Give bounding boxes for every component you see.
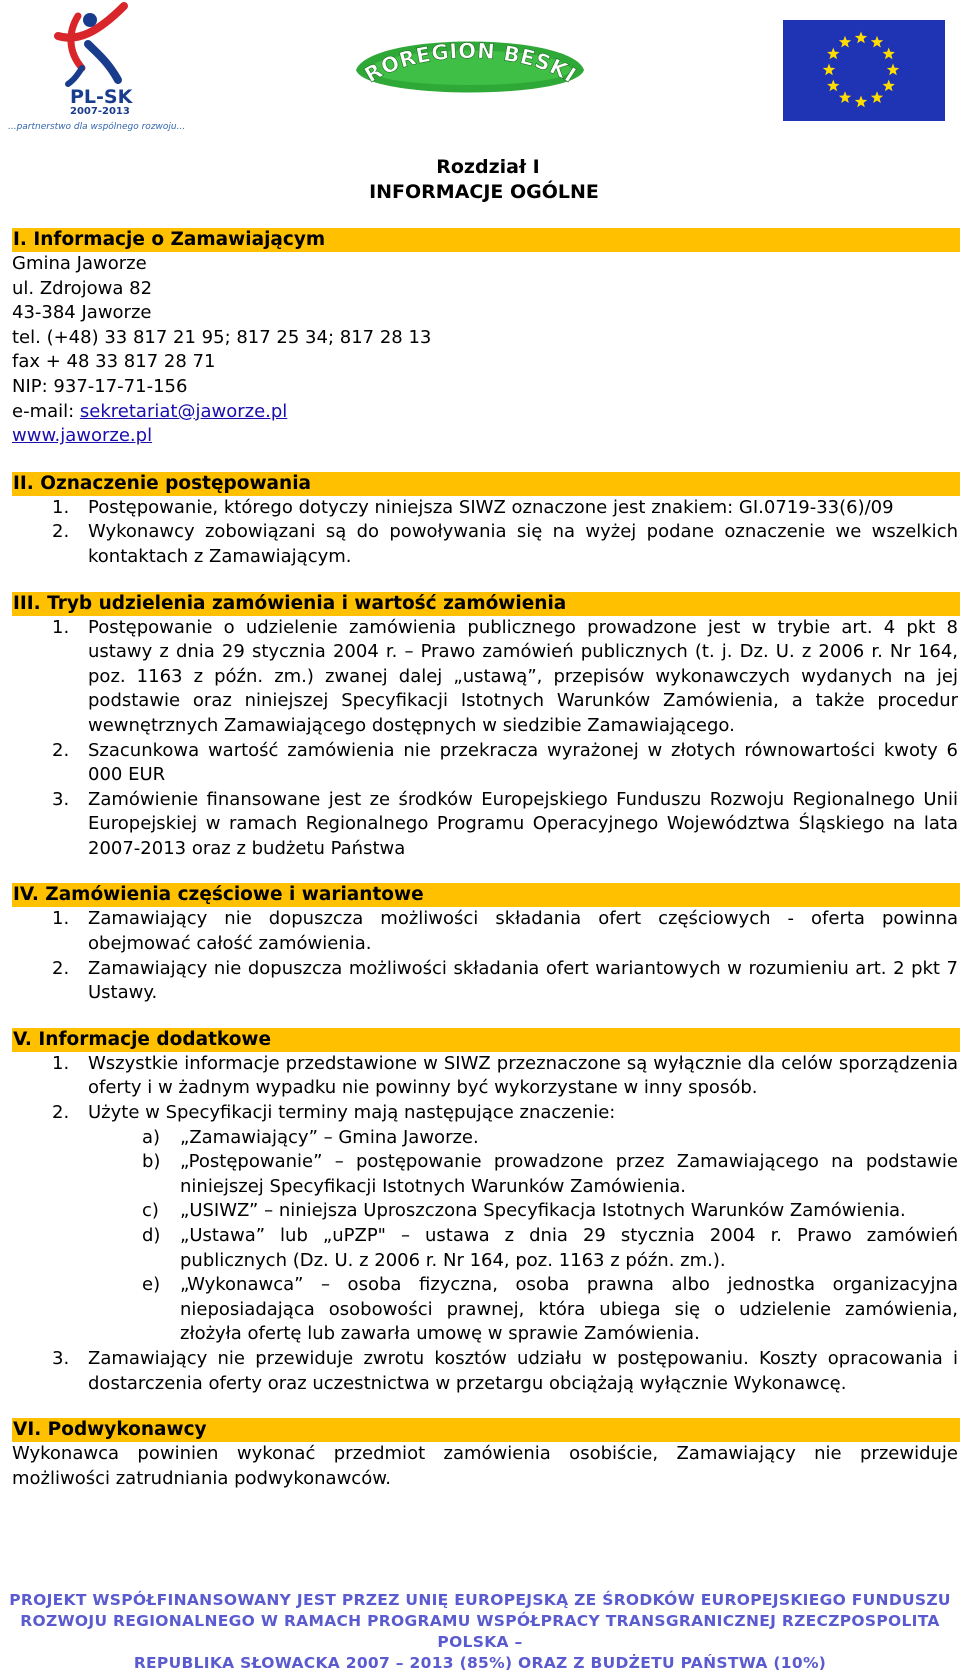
section-5-item: 1. Wszystkie informacje przedstawione w SIWZ przeznaczone są wyłącznie dla celów sporządzenia oferty i w żadnym wypadku nie powinny być wykorzystane w inny sposób. bbox=[52, 1052, 958, 1099]
chapter-number: Rozdział I bbox=[436, 156, 540, 178]
section-5-item: 2. Użyte w Specyfikacji terminy mają następujące znaczenie: bbox=[52, 1102, 616, 1124]
plsk-years: 2007-2013 bbox=[70, 106, 130, 117]
document-body bbox=[12, 228, 960, 1491]
website-link[interactable]: www.jaworze.pl bbox=[12, 425, 153, 447]
eu-star-icon bbox=[883, 80, 895, 92]
contractor-street: ul. Zdrojowa 82 bbox=[12, 277, 153, 299]
eu-star-icon bbox=[871, 36, 883, 48]
eu-star-icon bbox=[883, 48, 895, 60]
eu-flag-logo bbox=[783, 20, 945, 121]
definition-item: d) „Ustawa” lub „uPZP" – ustawa z dnia 29 stycznia 2004 r. Prawo zamówień publicznych (Dz. U. z 2006 r. Nr 164, poz. 1163 z późn. zm.). bbox=[142, 1225, 958, 1271]
eu-star-icon bbox=[855, 32, 867, 44]
footer-line-1: PROJEKT WSPÓŁFINANSOWANY JEST PRZEZ UNIĘ EUROPEJSKĄ ZE ŚRODKÓW EUROPEJSKIEGO FUNDUSZU bbox=[9, 1591, 951, 1609]
euroregion-text: ROREGION BESKI bbox=[360, 38, 581, 88]
header-logos bbox=[0, 0, 960, 140]
eu-star-icon bbox=[871, 91, 883, 103]
section-2-heading: II. Oznaczenie postępowania bbox=[12, 472, 960, 496]
contractor-www-line bbox=[12, 424, 960, 449]
eu-stars-icon bbox=[783, 20, 945, 121]
definition-item: a) „Zamawiający” – Gmina Jaworze. bbox=[142, 1126, 479, 1148]
footer-line-2: ROZWOJU REGIONALNEGO W RAMACH PROGRAMU WSPÓŁPRACY TRANSGRANICZNEJ RZECZPOSPOLITA POLSKA – bbox=[20, 1612, 940, 1651]
eu-star-icon bbox=[839, 36, 851, 48]
contractor-fax: fax + 48 33 817 28 71 bbox=[12, 351, 216, 373]
plsk-tagline: ...partnerstwo dla wspólnego rozwoju... bbox=[8, 122, 186, 132]
contractor-email-line bbox=[12, 400, 960, 425]
eu-star-icon bbox=[827, 80, 839, 92]
section-2-item: 1. Postępowanie, którego dotyczy niniejsza SIWZ oznaczone jest znakiem: GI.0719-33(6)/09 bbox=[52, 496, 894, 518]
eu-star-icon bbox=[887, 64, 899, 76]
chapter-heading bbox=[0, 155, 960, 205]
section-4-item: 2. Zamawiający nie dopuszcza możliwości składania ofert wariantowych w rozumieniu art. 2 pkt 7 Ustawy. bbox=[52, 957, 958, 1004]
section-3-item: 1. Postępowanie o udzielenie zamówienia publicznego prowadzone jest w trybie art. 4 pkt 8 ustawy z dnia 29 stycznia 2004 r. – Prawo zamówień publicznych (t. j. Dz. U. z 2006 r. Nr 164, poz. 1163 z późn. zm.) zwanej dalej „ustawą”, przepisów wykonawczych wydanych na jej podstawie oraz niniejszej Specyfikacji Istotnych Warunków Zamówienia, a także procedur wewnętrznych Zamawiającego dostępnych w siedzibie Zamawiającego. bbox=[52, 616, 958, 736]
definition-item: b) „Postępowanie” – postępowanie prowadzone przez Zamawiającego na podstawie niniejszej Specyfikacji Istotnych Warunków Zamówienia. bbox=[142, 1151, 958, 1197]
section-3-item: 3. Zamówienie finansowane jest ze środków Europejskiego Funduszu Rozwoju Regionalnego Unii Europejskiej w ramach Regionalnego Programu Operacyjnego Województwa Śląskiego na lata 2007-2013 oraz z budżetu Państwa bbox=[52, 788, 958, 859]
section-3-item: 2. Szacunkowa wartość zamówienia nie przekracza wyrażonej w złotych równowartości kwoty 6 000 EUR bbox=[52, 739, 958, 786]
contractor-nip: NIP: 937-17-71-156 bbox=[12, 375, 188, 397]
email-link[interactable]: sekretariat@jaworze.pl bbox=[79, 400, 288, 422]
plsk-logo bbox=[8, 2, 186, 134]
euroregion-logo bbox=[350, 30, 590, 110]
section-5-heading: V. Informacje dodatkowe bbox=[12, 1028, 960, 1052]
footer-line-3: REPUBLIKA SŁOWACKA 2007 – 2013 (85%) ORAZ Z BUDŻETU PAŃSTWA (10%) bbox=[133, 1654, 827, 1672]
definition-item: e) „Wykonawca” – osoba fizyczna, osoba prawna albo jednostka organizacyjna nieposiadająca osobowości prawnej, która ubiega się o udzielenie zamówienia, złożyła ofertę lub zawarła umowę w sprawie Zamówienia. bbox=[142, 1274, 958, 1345]
section-2-item: 2. Wykonawcy zobowiązani są do powoływania się na wyżej podane oznaczenie we wszelkich kontaktach z Zamawiającym. bbox=[52, 521, 958, 567]
eu-star-icon bbox=[855, 96, 867, 108]
section-4-heading: IV. Zamówienia częściowe i wariantowe bbox=[12, 883, 960, 907]
contractor-postcode: 43-384 Jaworze bbox=[12, 302, 152, 324]
funding-footer bbox=[0, 1590, 960, 1674]
section-4-item: 1. Zamawiający nie dopuszcza możliwości składania ofert częściowych - oferta powinna obejmować całość zamówienia. bbox=[52, 908, 958, 955]
section-1-heading: I. Informacje o Zamawiającym bbox=[12, 228, 960, 252]
section-3-heading: III. Tryb udzielenia zamówienia i wartość zamówienia bbox=[12, 592, 960, 616]
chapter-title: INFORMACJE OGÓLNE bbox=[369, 181, 599, 203]
eu-star-icon bbox=[823, 64, 835, 76]
email-label: e-mail: bbox=[12, 400, 80, 422]
eu-star-icon bbox=[839, 91, 851, 103]
plsk-name: PL-SK bbox=[70, 86, 133, 108]
plsk-figure-icon bbox=[38, 2, 138, 88]
definition-item: c) „USIWZ” – niniejsza Uproszczona Specyfikacja Istotnych Warunków Zamówienia. bbox=[142, 1200, 906, 1222]
eu-star-icon bbox=[827, 48, 839, 60]
contractor-name: Gmina Jaworze bbox=[12, 253, 147, 274]
section-5-item: 3. Zamawiający nie przewiduje zwrotu kosztów udziału w postępowaniu. Koszty opracowania i dostarczenia oferty oraz uczestnictwa w przetargu obciążają wyłącznie Wykonawcę. bbox=[52, 1347, 958, 1394]
contractor-phone: tel. (+48) 33 817 21 95; 817 25 34; 817 28 13 bbox=[12, 326, 432, 348]
section-6-text: Wykonawca powinien wykonać przedmiot zamówienia osobiście, Zamawiający nie przewiduje możliwości zatrudniania podwykonawców. bbox=[12, 1443, 958, 1489]
section-6-heading: VI. Podwykonawcy bbox=[12, 1418, 960, 1442]
